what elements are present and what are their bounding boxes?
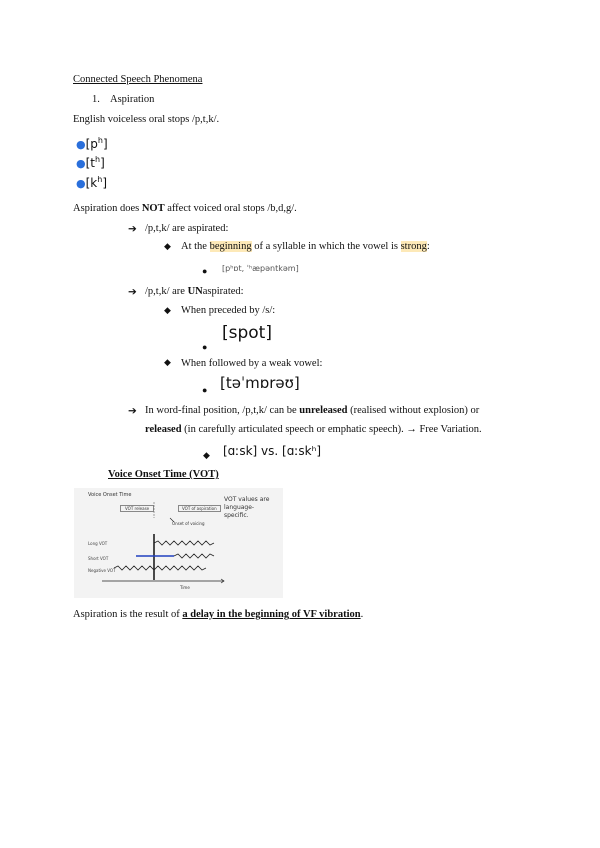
figure-row-long: Long VOT <box>88 541 108 546</box>
section-number: 1. <box>92 94 100 105</box>
wave-negative <box>114 566 206 570</box>
vot-heading: Voice Onset Time (VOT) <box>108 469 219 480</box>
diamond-icon: ◆ <box>203 450 210 460</box>
conclusion: Aspiration is the result of a delay in the beginning of VF vibration. <box>73 609 364 620</box>
wave-short <box>174 554 214 558</box>
unaspirated-arrow-icon: ➔ <box>128 287 137 298</box>
unaspirated-label: /p,t,k/ are UNaspirated: <box>145 286 244 297</box>
figure-box-2: VOT of aspiration <box>178 505 221 512</box>
bullet-icon: ● <box>76 177 86 190</box>
bullet-icon: ● <box>202 266 208 276</box>
figure-title: Voice Onset Time <box>88 492 132 498</box>
aspirated-condition: At the beginning of a syllable in which the vowel is strong: <box>181 241 430 252</box>
final-example: [ɑːsk] vs. [ɑːskʰ] <box>223 444 322 458</box>
final-line-1: In word-final position, /p,t,k/ can be unreleased (realised without explosion) or <box>145 405 480 416</box>
aspirated-example: [pʰɒt, ˈʰæpəntkəm] <box>222 264 299 273</box>
figure-side-note: VOT values are language-specific. <box>224 496 270 519</box>
final-arrow-icon: ➔ <box>128 406 137 417</box>
aspirated-arrow-icon: ➔ <box>128 224 137 235</box>
voiced-note: Aspiration does NOT affect voiced oral stops /b,d,g/. <box>73 203 297 214</box>
diamond-icon: ◆ <box>164 241 171 251</box>
bullet-icon: ● <box>202 385 208 395</box>
figure-row-negative: Negative VOT <box>88 568 116 573</box>
page-title: Connected Speech Phenomena <box>73 74 203 85</box>
figure-time-label: Time <box>180 585 190 590</box>
aspirated-label: /p,t,k/ are aspirated: <box>145 223 229 234</box>
onset-arrow <box>170 518 174 522</box>
figure-box-1: VOT release <box>120 505 154 512</box>
figure-onset-label: Onset of voicing <box>172 521 205 526</box>
bullet-icon: ● <box>76 138 86 151</box>
unaspirated-example-1: [spot] <box>222 323 272 343</box>
stop-item-p: $●[p^h]$ <box>76 136 108 151</box>
unaspirated-condition-1: When preceded by /s/: <box>181 305 276 316</box>
figure-row-short: Short VOT <box>88 556 109 561</box>
stop-item-t: $●[t^h]$ <box>76 155 105 170</box>
unaspirated-condition-2: When followed by a weak vowel: <box>181 358 323 369</box>
bullet-icon: ● <box>202 342 208 352</box>
unaspirated-example-2: [təˈmɒrəʊ] <box>220 374 300 392</box>
stop-item-k: $●[k^h]$ <box>76 175 108 190</box>
section-label: Aspiration <box>110 94 155 105</box>
final-line-2: released (in carefully articulated speech or emphatic speech). → Free Variation. <box>145 424 482 435</box>
diamond-icon: ◆ <box>164 357 171 367</box>
wave-long <box>154 541 214 545</box>
diamond-icon: ◆ <box>164 305 171 315</box>
intro-line: English voiceless oral stops /p,t,k/. <box>73 114 220 125</box>
bullet-icon: ● <box>76 157 86 170</box>
